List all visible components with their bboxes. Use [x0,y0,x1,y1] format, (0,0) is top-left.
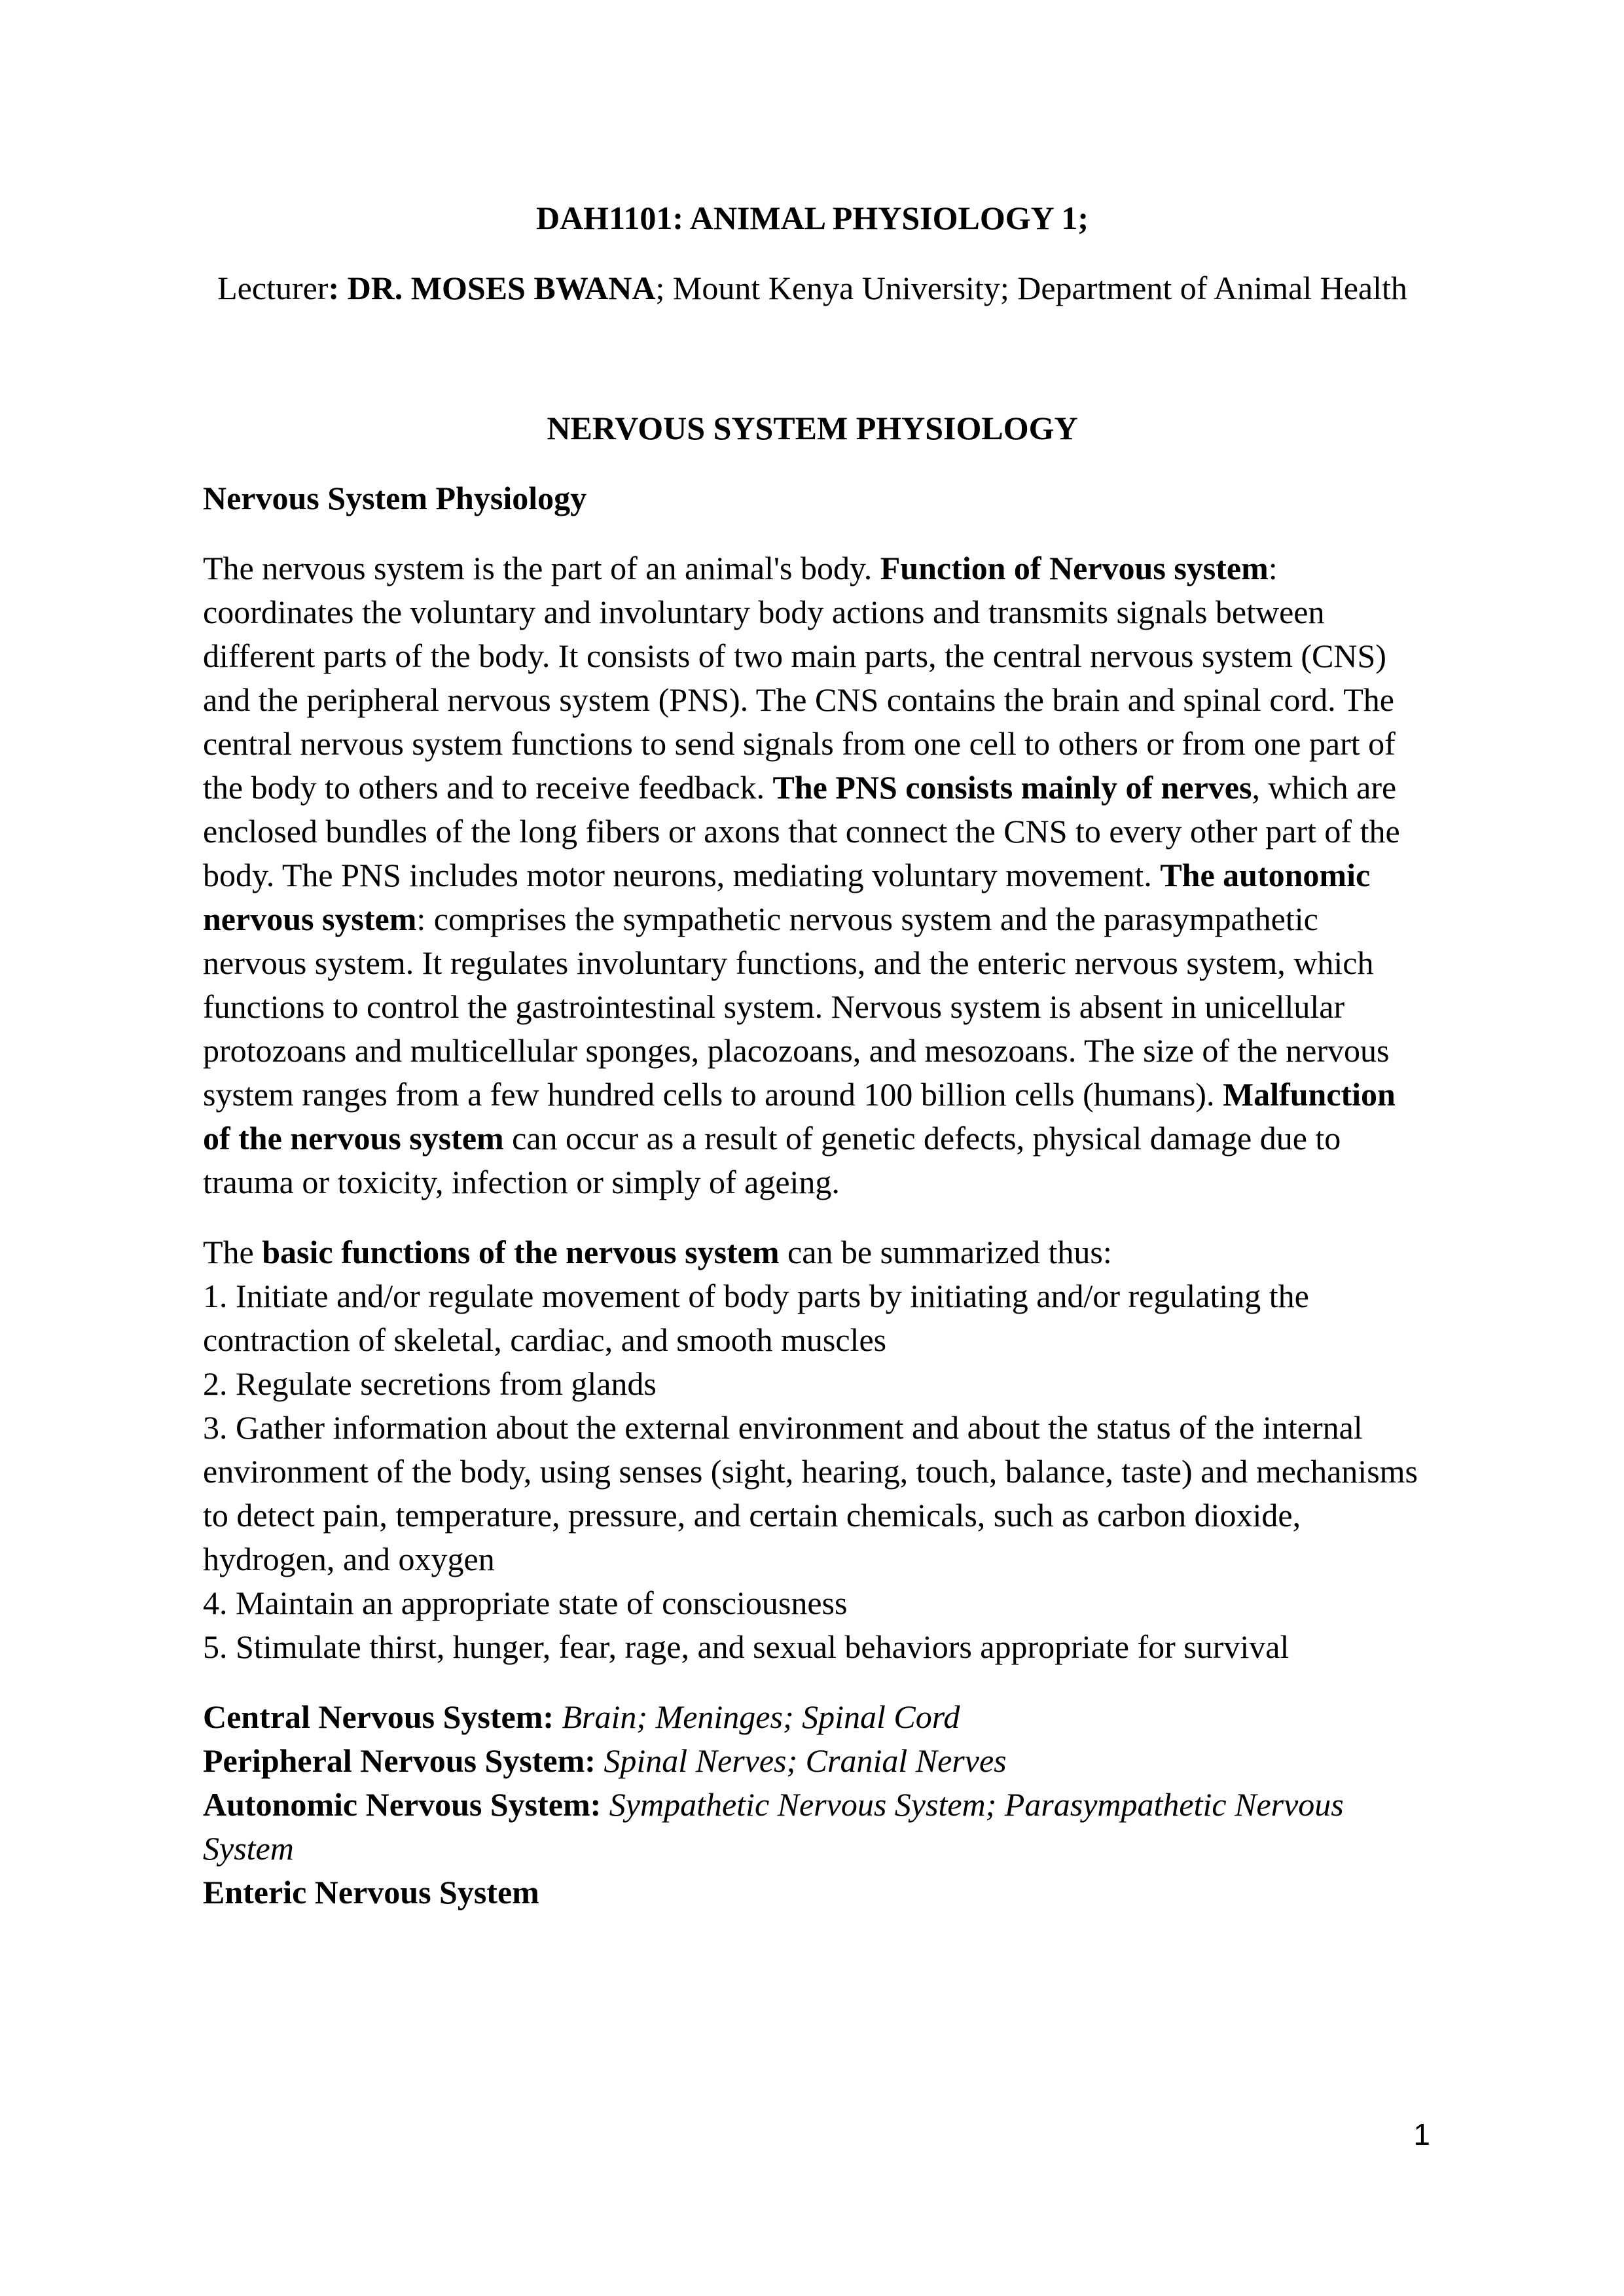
course-title: DAH1101: ANIMAL PHYSIOLOGY 1; [535,200,1089,236]
lecturer-line [203,266,1422,310]
system-value-pns: Spinal Nerves; Cranial Nerves [595,1742,1007,1779]
text-segment: : comprises the sympathetic nervous system and the parasympathetic nervous system. It regulates involuntary functions, and the enteric nervous system, which functions to control the gastrointestinal system. Nervous system is absent in unicellular protozoans and multicellular sponges, placozoans, and mesozoans. The size of the nervous system ranges from a few hundred cells to around 100 billion cells (humans). [203,901,1390,1113]
text-segment: can occur as a result of genetic defects, physical damage due to trauma or toxicity, infection or simply of ageing. [203,1120,1341,1200]
function-item-3: 3. Gather information about the external environment and about the status of the internal environment of the body, using senses (sight, hearing, touch, balance, taste) and mechanisms to detect pain, temperature, pressure, and certain chemicals, such as carbon dioxide, hydrogen, and oxygen [203,1409,1418,1577]
functions-lead-bold: basic functions of the nervous system [262,1234,780,1270]
systems-paragraph [203,1695,1422,1914]
functions-paragraph [203,1230,1422,1669]
system-value-ans: Sympathetic Nervous System; Parasympathetic Nervous System [203,1786,1344,1867]
lecturer-name: : DR. MOSES BWANA [328,270,656,306]
text-segment: The nervous system is the part of an animal's body. [203,550,880,586]
functions-lead: The [203,1234,262,1270]
function-item-2: 2. Regulate secretions from glands [203,1365,657,1402]
text-segment-bold: Malfunction of the nervous system [203,1076,1396,1157]
lecturer-label: Lecturer [217,270,329,306]
text-segment-bold: Function of Nervous system [880,550,1269,586]
section-heading: NERVOUS SYSTEM PHYSIOLOGY [547,410,1078,446]
system-label-ans: Autonomic Nervous System: [203,1786,602,1823]
text-segment: , which are enclosed bundles of the long fibers or axons that connect the CNS to every other part of the body. The PNS includes motor neurons, mediating voluntary movement. [203,769,1400,893]
function-item-5: 5. Stimulate thirst, hunger, fear, rage, and sexual behaviors appropriate for survival [203,1628,1290,1665]
system-value-cns: Brain; Meninges; Spinal Cord [554,1698,960,1735]
functions-lead: can be summarized thus: [779,1234,1112,1270]
system-label-pns: Peripheral Nervous System: [203,1742,596,1779]
page-number: 1 [1413,2117,1430,2151]
system-label-cns: Central Nervous System: [203,1698,554,1735]
text-segment: : coordinates the voluntary and involuntary body actions and transmits signals between different parts of the body. It consists of two main parts, the central nervous system (CNS) and the peripheral nervous system (PNS). The CNS contains the brain and spinal cord. The central nervous system functions to send signals from one cell to others or from one part of the body to others and to receive feedback. [203,550,1396,806]
lecturer-affiliation: ; Mount Kenya University; Department of Animal Health [655,270,1407,306]
blank-line [203,336,1422,380]
system-label-enteric: Enteric Nervous System [203,1874,539,1910]
topic-subheading: Nervous System Physiology [203,480,587,516]
function-item-1: 1. Initiate and/or regulate movement of body parts by initiating and/or regulating the contraction of skeletal, cardiac, and smooth muscles [203,1278,1309,1358]
document-content [203,196,1422,1941]
text-segment-bold: The PNS consists mainly of nerves [772,769,1252,806]
function-item-4: 4. Maintain an appropriate state of consciousness [203,1585,848,1621]
text-segment-bold: The autonomic nervous system [203,857,1371,937]
intro-paragraph [203,547,1422,1204]
